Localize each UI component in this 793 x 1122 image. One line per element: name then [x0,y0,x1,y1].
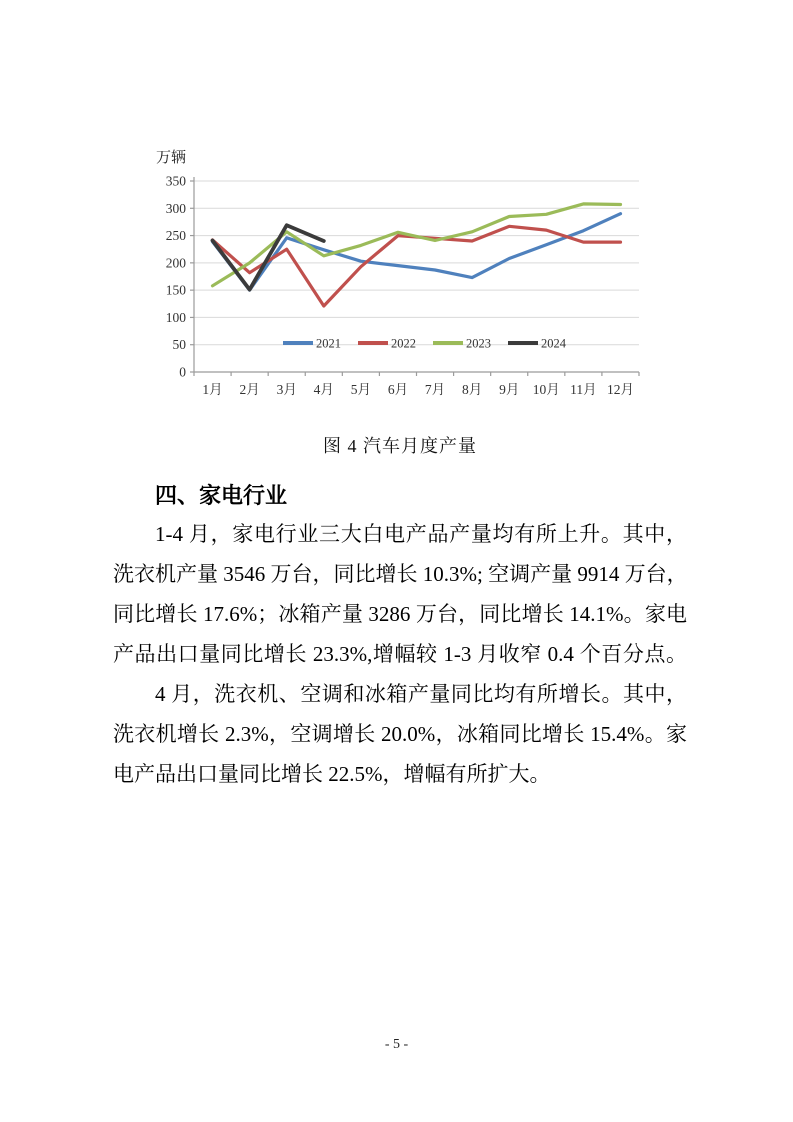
x-tick-label: 7月 [424,382,446,397]
paragraph1-line3: 同比增长 17.6%；冰箱产量 3286 万台，同比增长 14.1%。家电 [113,602,687,626]
section-heading: 四、家电行业 [155,483,288,508]
y-tick-label: 350 [165,173,186,189]
x-tick-label: 3月 [276,382,297,397]
paragraph2-line3: 电产品出口量同比增长 22.5%，增幅有所扩大。 [113,762,551,786]
y-tick-label: 50 [172,337,186,353]
legend-label-2024: 2024 [541,336,566,351]
x-tick-label: 12月 [606,382,634,397]
y-tick-label: 250 [165,228,186,244]
x-tick-label: 8月 [462,382,483,397]
x-tick-label: 5月 [350,382,371,397]
y-unit-label: 万辆 [156,150,187,166]
page-number: - 5 - [384,1037,409,1052]
x-tick-label: 9月 [499,382,520,397]
paragraph1-line2: 洗衣机产量 3546 万台，同比增长 10.3%; 空调产量 9914 万台， [113,562,688,586]
x-tick-label: 6月 [387,382,409,397]
y-tick-label: 200 [165,255,186,271]
x-tick-label: 4月 [313,382,334,397]
chart-caption: 图 4 汽车月度产量 [323,436,477,456]
x-tick-label: 2月 [239,382,260,397]
y-tick-label: 150 [165,282,186,298]
paragraph1-line4: 产品出口量同比增长 23.3%,增幅较 1-3 月收窄 0.4 个百分点。 [113,642,687,666]
paragraph2-line2: 洗衣机增长 2.3%，空调增长 20.0%，冰箱同比增长 15.4%。家 [113,722,687,746]
x-tick-label: 10月 [532,382,560,397]
body-text [113,514,687,794]
legend-label-2021: 2021 [316,336,341,351]
paragraph1-line1: 1-4 月，家电行业三大白电产品产量均有所上升。其中， [155,522,687,546]
legend-label-2022: 2022 [391,336,416,351]
auto-chart-svg [150,140,662,408]
series-line-2021 [213,214,621,290]
legend-label-2023: 2023 [466,336,491,351]
x-tick-label: 1月 [202,382,223,397]
y-tick-label: 0 [179,364,186,380]
paragraph2-line1: 4 月，洗衣机、空调和冰箱产量同比均有所增长。其中， [155,682,687,706]
y-tick-label: 300 [165,200,186,216]
y-tick-label: 100 [165,309,186,325]
auto-production-chart [150,140,662,408]
x-tick-label: 11月 [570,382,597,397]
